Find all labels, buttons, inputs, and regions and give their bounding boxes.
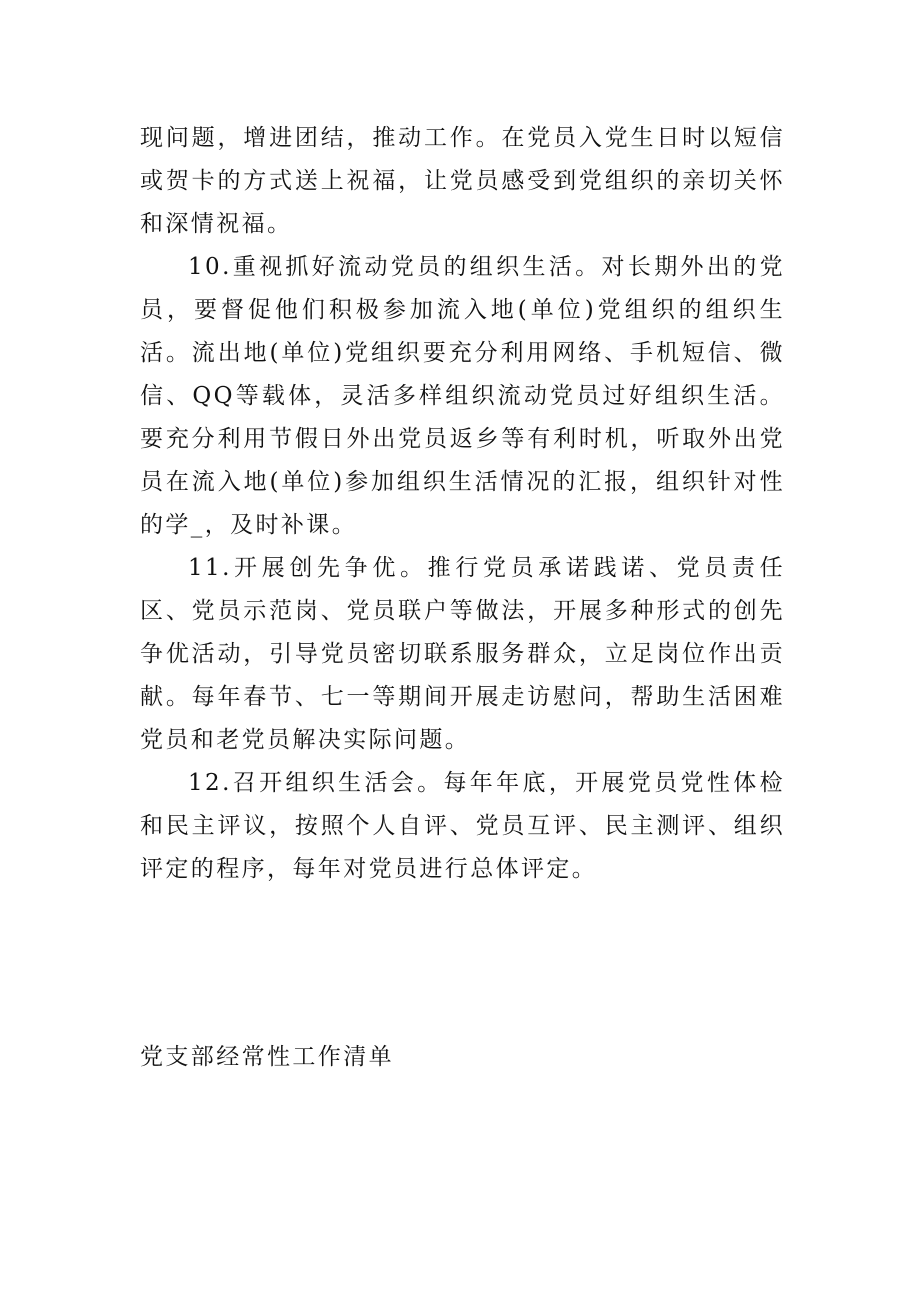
paragraph-item-12: 12.召开组织生活会。每年年底，开展党员党性体检和民主评议，按照个人自评、党员互评、民主测评、组织评定的程序，每年对党员进行总体评定。 <box>140 770 785 882</box>
paragraph-item-11: 11.开展创先争优。推行党员承诺践诺、党员责任区、党员示范岗、党员联户等做法，开展多种形式的创先争优活动，引导党员密切联系服务群众，立足岗位作出贡献。每年春节、七一等期间开展走访慰问，帮助生活困难党员和老党员解决实际问题。 <box>140 555 785 753</box>
document-body <box>140 117 785 891</box>
paragraph-item-10: 10.重视抓好流动党员的组织生活。对长期外出的党员，要督促他们积极参加流入地(单位)党组织的组织生活。流出地(单位)党组织要充分利用网络、手机短信、微信、QQ等载体，灵活多样组织流动党员过好组织生活。要充分利用节假日外出党员返乡等有利时机，听取外出党员在流入地(单位)参加组织生活情况的汇报，组织针对性的学_，及时补课。 <box>140 254 785 538</box>
section-heading: 党支部经常性工作清单 <box>140 1044 394 1070</box>
paragraph-continuation: 现问题，增进团结，推动工作。在党员入党生日时以短信或贺卡的方式送上祝福，让党员感受到党组织的亲切关怀和深情祝福。 <box>140 125 785 237</box>
